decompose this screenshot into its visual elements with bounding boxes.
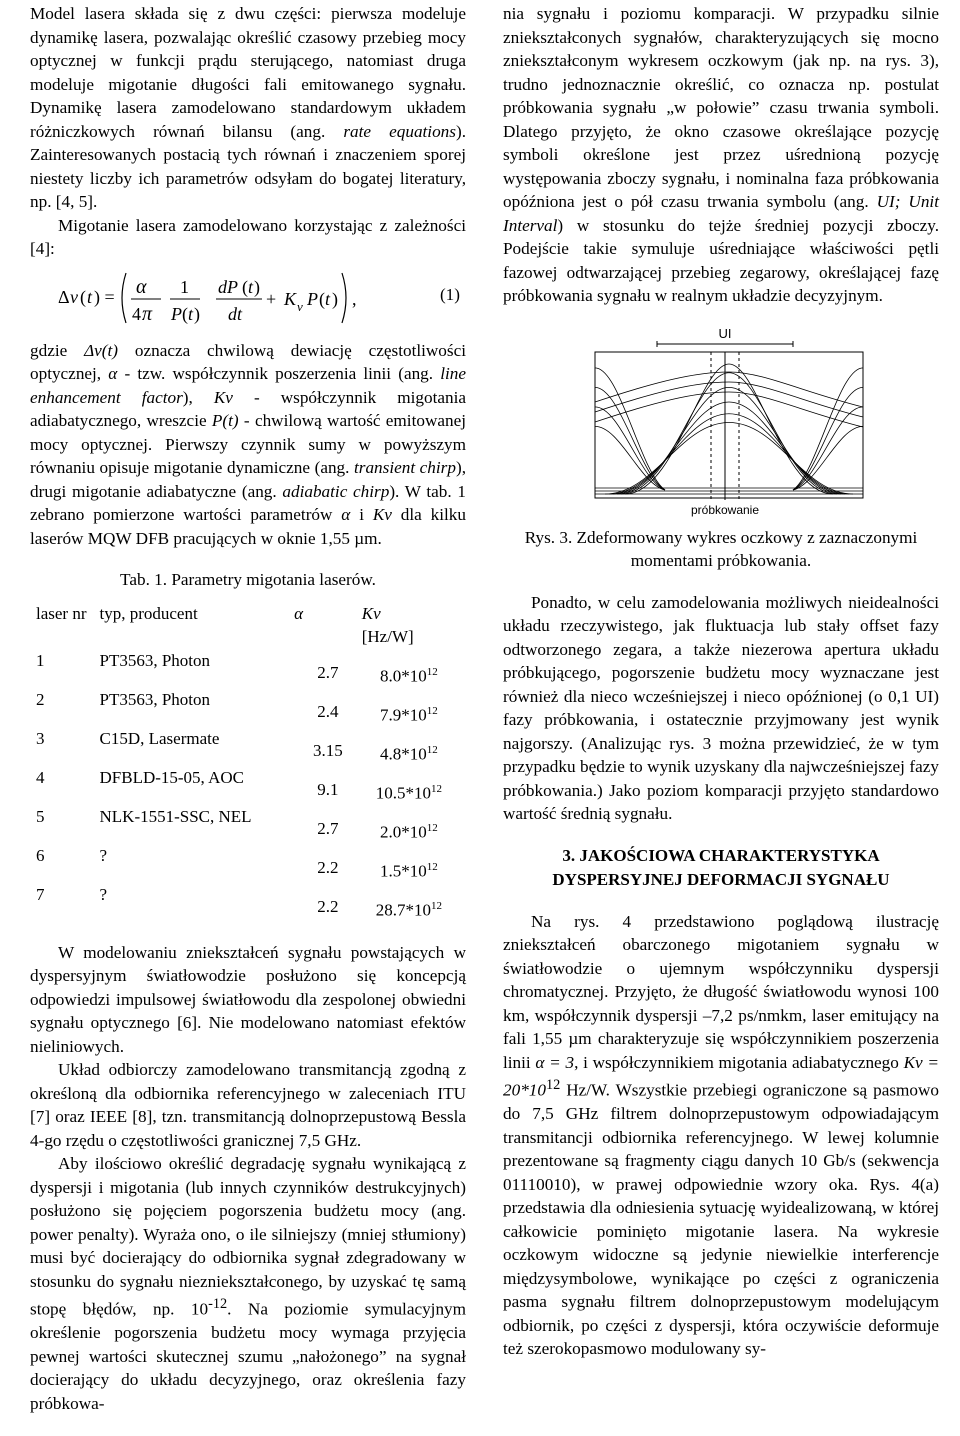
cell-k: $8.0*10^{12}$ [379,665,438,686]
cell-nr: 6 [36,846,45,866]
cell-alpha: 9.1 [317,779,339,799]
table-row [36,805,456,844]
svg-text:P: P [307,288,318,309]
cell-nr: 3 [36,728,45,748]
cell-type: NLK-1551-SSC, NEL [99,807,252,827]
paragraph-chirp-intro: Migotanie lasera zamodelowano korzystając z zależności [4]: [30,215,466,258]
cell-type: C15D, Lasermate [99,728,220,748]
cell-alpha: 3.15 [313,740,343,760]
equation-1 [30,265,466,331]
cell-k: $2.0*10^{12}$ [379,822,438,842]
table-row [36,844,456,883]
cell-k: $7.9*10^{12}$ [379,704,438,725]
cell-nr: 7 [36,885,45,905]
svg-text:(: ( [182,303,188,324]
cell-nr: 4 [36,767,45,787]
eye-diagram-figure [503,324,939,520]
svg-text:P: P [171,303,182,324]
svg-text:): ) [194,303,200,324]
svg-text:(: ( [80,286,86,307]
chirp-equation-graphic [30,265,430,331]
paragraph-receiver-model: Układ odbiorczy zamodelowano transmitancją zgodną z określoną dla odbiornika referencyjnego w zaleceniach ITU [7] oraz IEEE [8], tzn. transmitancją dolnoprzepustową Bessla 4-go rzędu o częstotliwości granicznej 7,5 GHz. [30,1060,466,1150]
svg-text:t: t [188,303,194,324]
eye-trace [793,426,863,490]
eye-plot-frame [595,352,863,498]
cell-alpha: 2.7 [317,662,339,682]
table-row [36,688,456,727]
svg-text:ν: ν [70,286,78,307]
header-alpha: α [294,603,304,623]
cell-type: PT3563, Photon [99,689,211,709]
left-column [30,2,466,1415]
table-body [36,649,456,923]
paragraph-fiber-model: W modelowaniu zniekształceń sygnału powstających w dyspersyjnym światłowodzie posłużono się koncepcją odpowiedzi impulsowej światłowodu dla zespolonej obwiedni sygnału optycznego [6]. Nie modelowano natomiast efektów nieliniowych. [30,942,466,1056]
svg-text:): ) [254,276,260,297]
svg-text:) =: ) = [94,286,115,307]
paragraph-fig4-description: Na rys. 4 przedstawiono poglądową ilustrację zniekształceń obarczonego migotaniem sygnału w światłowodzie o ujemnym współczynniku dyspersji chromatycznej. Przyjęto, że długość światłowodu wynosi 100 km, współczynnik dyspersji –7,2 ps/nmkm, laser emitujący na fali 1,55 µm charakteryzuje się współczynnikiem poszerzenia linii α = 3, i współczynnikiem migotania adiabatycznego $K\nu = 20*10^{12}$ Hz/W. Wszystkie przebiegi ograniczone są pasmowo do 7,5 GHz filtrem dolnoprzepustowym odpowiadającym transmitancji odbiornika referencyjnego. W lewej kolumnie prezentowane są fragmenty ciągu danych 10 Gb/s (sekwencja 01110010), w prawej odpowiednie wzory oka. Rys. 4(a) przedstawia dla odniesienia sytuację wyidealizowaną, w której całkowicie pominięto migotanie lasera. Na wykresie oczkowym widoczne są jedynie niewielkie interferencje międzysymbolowe, wynikające po części z ograniczenia pasma sygnału filtrem dolnoprzepustowym modelującym odbiornik, po części z dyspersji, która oczywiście deformuje też szerokopasmowo modulowany sy- [503,911,939,1359]
table-row [36,883,456,922]
header-laser-nr: laser nr [36,603,87,623]
header-k: Kν [Hz/W] [361,603,414,646]
cell-alpha: 2.2 [317,858,339,878]
cell-type: ? [99,885,108,905]
svg-text:(: ( [242,276,248,297]
eye-trace [595,426,665,490]
svg-text:t: t [325,288,331,309]
svg-text:Δ: Δ [58,286,70,307]
cell-alpha: 2.7 [317,819,339,839]
paragraph-sampling-phase: nia sygnału i poziomu komparacji. W przypadku silnie zniekształconych sygnałów, charakteryzujących się mocno zniekształconym wykresem oczkowym (jak np. na rys. 3), trudno jednoznacznie określić, co oznacza np. postulat próbkowania sygnału „w połowie” czasu trwania symboli. Dlatego przyjęto, że okno czasowe określające pozycję symboli określone jest przez uśrednioną pozycję występowania zboczy sygnału, i nominalna faza próbkowania opóźniona jest o pół czasu trwania symbolu (ang. UI; Unit Interval) w stosunku do tejże średniej pozycji zboczy. Podejście takie symuluje uśredniające właściwości pętli fazowej odtwarzającej przebieg zegarowy, określającej fazę próbkowania sygnału w realnym układzie decyzyjnym. [503,4,939,305]
svg-text:t: t [248,276,254,297]
svg-text:ν: ν [297,298,303,314]
svg-text:dP: dP [218,276,238,297]
cell-k: $10.5*10^{12}$ [375,782,442,803]
laser-parameters-table [36,602,456,923]
cell-alpha: 2.2 [317,897,339,917]
cell-k: $28.7*10^{12}$ [375,900,442,921]
figure-caption: Rys. 3. Zdeformowany wykres oczkowy z zaznaczonymi momentami próbkowania. [524,527,918,570]
paragraph-laser-model: Model lasera składa się z dwu części: pierwsza modeluje dynamikę lasera, pozwalając określić czasowy przebieg mocy optycznej w funkcji prądu sterującego, natomiast druga modeluje migotanie długości fali emitowanego sygnału. Dynamikę lasera zamodelowano standardowym układem różniczkowych równań bilansu (ang. rate equations). Zainteresowanych postacią tych równań i znaczeniem sporej niestety liczby ich parametrów odsyłam do bogatej literatury, np. [4, 5]. [30,4,466,211]
cell-k: $1.5*10^{12}$ [379,861,438,881]
svg-text:K: K [284,288,297,309]
svg-text:4: 4 [132,303,141,324]
eye-diagram [503,324,939,520]
cell-nr: 1 [36,650,45,670]
svg-text:,: , [352,288,357,309]
table-caption: Tab. 1. Parametry migotania laserów. [120,570,376,589]
right-column [503,2,939,1361]
header-type: typ, producent [99,603,198,623]
svg-text:): ) [332,288,338,309]
svg-text:dt: dt [228,303,243,324]
svg-text:α: α [136,275,147,298]
cell-type: ? [99,846,108,866]
cell-nr: 2 [36,689,45,709]
equation-number: (1) [439,284,460,304]
table-row [36,766,456,805]
cell-type: DFBLD-15-05, AOC [99,767,245,787]
svg-text:(: ( [319,288,325,309]
sampling-label: próbkowanie [690,502,760,517]
cell-k: $4.8*10^{12}$ [379,743,438,764]
cell-type: PT3563, Photon [99,650,211,670]
section-heading: 3. JAKOŚCIOWA CHARAKTERYSTYKA DYSPERSYJNEJ DEFORMACJI SYGNAŁU [552,845,890,889]
eye-traces [595,364,863,494]
svg-text:t: t [87,286,93,307]
cell-alpha: 2.4 [317,701,339,721]
table-row [36,649,456,688]
cell-nr: 5 [36,807,45,827]
paragraph-power-penalty: Aby ilościowo określić degradację sygnału wynikającą z dyspersji i migotania (lub innych czynników destrukcyjnych) posłużono się pojęciem pogorszenia budżetu mocy (ang. power penalty). Wyraża ono, o ile silniejszy (mniej stłumiony) musi być docierający do odbiornika sygnał zdegradowany w stosunku do sygnału niezniekształconego, by uzyskać tę samą stopę błędów, np. $10^{-12}$. Na poziomie symulacyjnym określenie pogorszenia budżetu mocy wymaga przyjęcia pewnej wartości skutecznej szumu „nałożonego” na sygnał docierający do układu decyzyjnego, oraz określenia fazy próbkowa- [30,1154,466,1413]
svg-text:+: + [266,288,277,309]
table-header-row [36,602,456,649]
paragraph-nonidealities: Ponadto, w celu zamodelowania możliwych nieidealności układu rzeczywistego, jak fluktuacja lub stały offset fazy odtworzonego zegara, a także niezerowa apertura układu próbkującego, pogorszenie budżetu mocy wyznaczane jest również dla nieco wcześniejszej i nieco opóźnionej (o 0,1 UI) fazy próbkowania, i ostatecznie przyjmowany jest wynik najgorszy. (Analizując rys. 3 można przewidzieć, że w tym przypadku będzie to wynik uzyskany dla najwcześniejszej fazy próbkowania.) Jako poziom komparacji przyjęto standardowo wartość średnią sygnału. [503,592,939,823]
paragraph-equation-explanation: gdzie Δν(t) oznacza chwilową dewiację częstotliwości optycznej, α - tzw. współczynnik poszerzenia linii (ang. line enhancement factor), Kν - współczynnik migotania adiabatycznego, wreszcie P(t) - chwilową wartość emitowanej mocy optycznej. Pierwszy czynnik sumy w powyższym równaniu opisuje migotanie dynamiczne (ang. transient chirp), drugi migotanie adiabatyczne (ang. adiabatic chirp). W tab. 1 zebrano pomierzone wartości parametrów α i Kν dla kilku laserów MQW DFB pracujących w oknie 1,55 µm. [30,340,466,548]
table-row [36,727,456,766]
svg-text:1: 1 [180,276,189,297]
ui-label: UI [718,325,732,341]
svg-text:π: π [142,302,153,325]
eye-trace [595,392,863,427]
